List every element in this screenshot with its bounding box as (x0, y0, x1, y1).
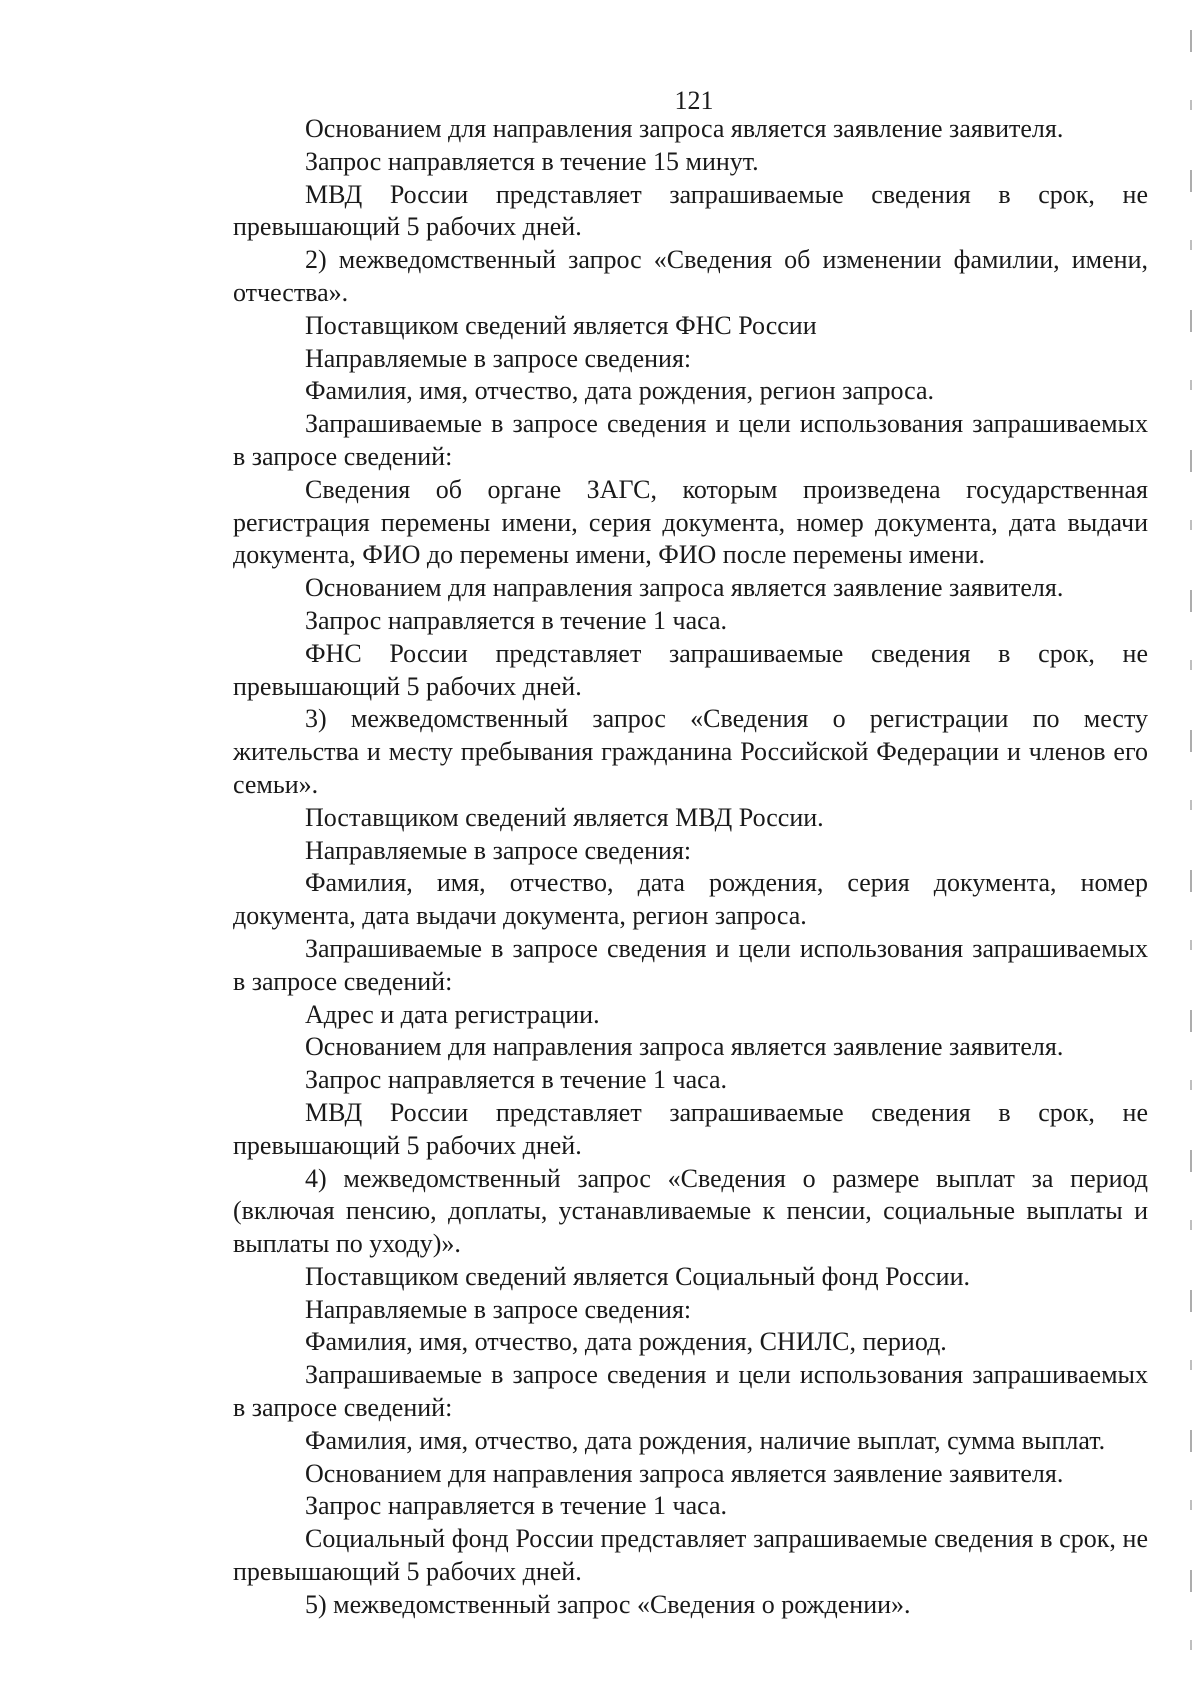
paragraph: Основанием для направления запроса является заявление заявителя. (305, 1458, 1064, 1488)
paragraph: Основанием для направления запроса является заявление заявителя. (305, 114, 1064, 143)
paragraph: Запрашиваемые в запросе сведения и цели использования запрашиваемых в запросе сведений: (233, 1360, 1148, 1423)
paragraph: Запрос направляется в течение 1 часа. (305, 605, 728, 635)
paragraph: Фамилия, имя, отчество, дата рождения, СНИЛС, период. (305, 1327, 947, 1357)
paragraph: Адрес и дата регистрации. (305, 999, 600, 1029)
paragraph: ФНС России представляет запрашиваемые сведения в срок, не превышающий 5 рабочих дней. (233, 638, 1148, 701)
paragraph: Запрос направляется в течение 1 часа. (305, 1065, 728, 1095)
paragraph: 2) межведомственный запрос «Сведения об изменении фамилии, имени, отчества». (233, 245, 1148, 307)
paragraph: Запрос направляется в течение 1 часа. (305, 1491, 728, 1521)
paragraph: Поставщиком сведений является Социальный фонд России. (305, 1261, 971, 1291)
paragraph: 4) межведомственный запрос «Сведения о размере выплат за период (включая пенсию, доплаты, устанавливаемые к пенсии, социальные выплаты и выплаты по уходу)». (233, 1163, 1148, 1259)
paragraph: Запрашиваемые в запросе сведения и цели использования запрашиваемых в запросе сведений: (233, 933, 1148, 996)
paragraph: Фамилия, имя, отчество, дата рождения, наличие выплат, сумма выплат. (305, 1425, 1106, 1455)
paragraph: Запрос направляется в течение 15 минут. (305, 146, 759, 176)
paragraph: Фамилия, имя, отчество, дата рождения, регион запроса. (305, 376, 935, 406)
paragraph: 5) межведомственный запрос «Сведения о рождении». (305, 1589, 911, 1619)
paragraph: Фамилия, имя, отчество, дата рождения, серия документа, номер документа, дата выдачи документа, регион запроса. (233, 868, 1148, 931)
paragraph: Основанием для направления запроса является заявление заявителя. (305, 573, 1064, 603)
paragraph: Поставщиком сведений является МВД России. (305, 802, 824, 832)
paragraph: Поставщиком сведений является ФНС России (305, 310, 817, 340)
page-number: 121 (674, 86, 714, 115)
paragraph: Основанием для направления запроса является заявление заявителя. (305, 1032, 1064, 1062)
paragraph: Направляемые в запросе сведения: (305, 343, 692, 373)
paragraph: 3) межведомственный запрос «Сведения о регистрации по месту жительства и месту пребывания гражданина Российской Федерации и членов его семьи». (233, 704, 1148, 799)
document-body (233, 113, 1148, 1622)
paragraph: Запрашиваемые в запросе сведения и цели использования запрашиваемых в запросе сведений: (233, 409, 1148, 471)
paragraph: Направляемые в запросе сведения: (305, 1294, 692, 1324)
paragraph: Социальный фонд России представляет запрашиваемые сведения в срок, не превышающий 5 рабочих дней. (233, 1524, 1148, 1587)
paragraph: Сведения об органе ЗАГС, которым произведена государственная регистрация перемены имени, серия документа, номер документа, дата выдачи документа, ФИО до перемены имени, ФИО после перемены имени. (233, 474, 1148, 570)
paragraph: МВД России представляет запрашиваемые сведения в срок, не превышающий 5 рабочих дней. (233, 1097, 1148, 1160)
paragraph: Направляемые в запросе сведения: (305, 835, 692, 865)
scan-edge-mark (1190, 30, 1192, 1670)
paragraph: МВД России представляет запрашиваемые сведения в срок, не превышающий 5 рабочих дней. (233, 179, 1148, 242)
